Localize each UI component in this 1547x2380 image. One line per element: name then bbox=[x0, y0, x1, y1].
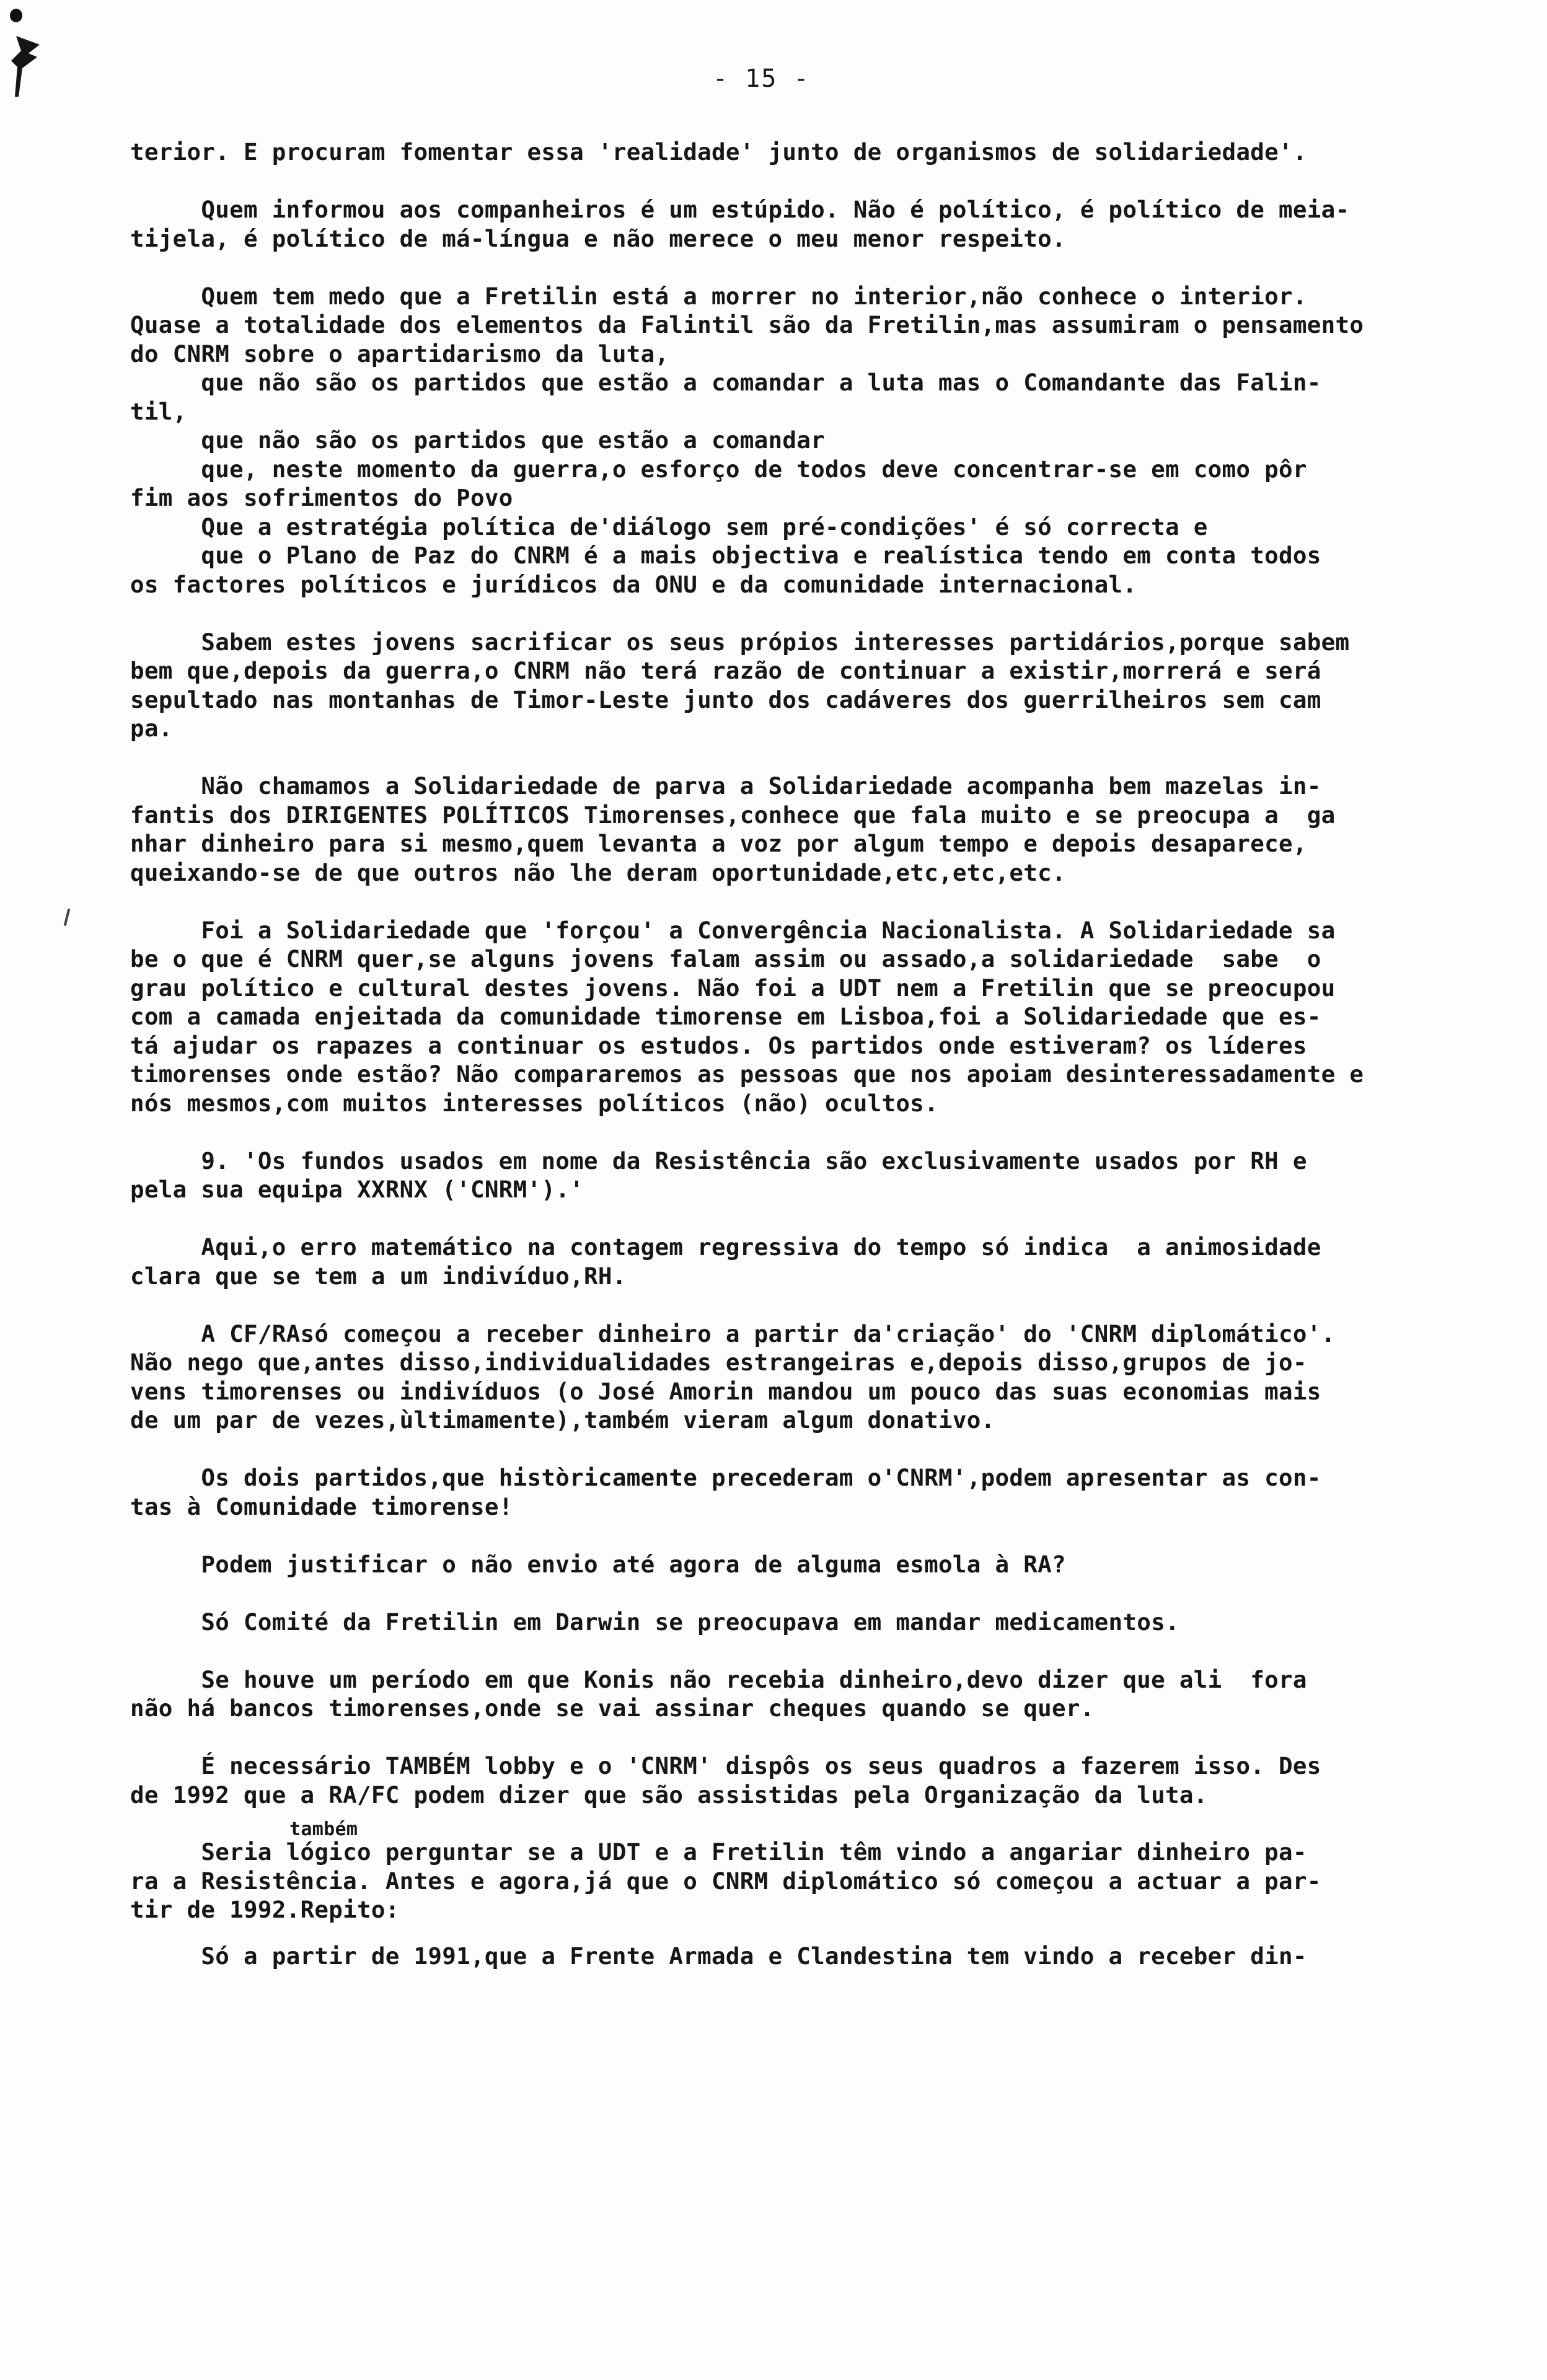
paragraph-gap bbox=[130, 1290, 1450, 1320]
text-line: que não são os partidos que estão a comandar bbox=[130, 426, 825, 454]
text-line: do CNRM sobre o apartidarismo da luta, bbox=[130, 340, 669, 368]
document-text bbox=[130, 138, 1450, 1970]
text-line: que o Plano de Paz do CNRM é a mais objectiva e realística tendo em conta todos bbox=[130, 542, 1321, 569]
paragraph bbox=[130, 195, 1450, 253]
text-line: A CF/RAsó começou a receber dinheiro a partir da'criação' do 'CNRM diplomático'. bbox=[130, 1320, 1336, 1347]
text-line: que, neste momento da guerra,o esforço de todos deve concentrar-se em como pôr bbox=[130, 455, 1307, 483]
text-line: com a camada enjeitada da comunidade timorense em Lisboa,foi a Solidariedade que es- bbox=[130, 1003, 1321, 1030]
text-line: de 1992 que a RA/FC podem dizer que são assistidas pela Organização da luta. bbox=[130, 1781, 1208, 1809]
paragraph-gap bbox=[130, 1636, 1450, 1665]
paragraph-gap bbox=[130, 1435, 1450, 1464]
text-line: sepultado nas montanhas de Timor-Leste junto dos cadáveres dos guerrilheiros sem cam bbox=[130, 685, 1321, 713]
paragraph-gap bbox=[130, 253, 1450, 282]
text-line: bem que,depois da guerra,o CNRM não terá razão de continuar a existir,morrerá e será bbox=[130, 657, 1321, 684]
paragraph-gap bbox=[130, 1204, 1450, 1233]
text-line: também bbox=[130, 1818, 358, 1840]
text-line: timorenses onde estão? Não compararemos as pessoas que nos apoiam desinteressadamente e bbox=[130, 1060, 1364, 1088]
text-line: Aqui,o erro matemático na contagem regressiva do tempo só indica a animosidade bbox=[130, 1233, 1321, 1261]
text-line: Que a estratégia política de'diálogo sem pré-condições' é só correcta e bbox=[130, 513, 1208, 540]
paragraph-gap bbox=[130, 599, 1450, 628]
paragraph bbox=[130, 138, 1450, 167]
text-line: Não nego que,antes disso,individualidades estrangeiras e,depois disso,grupos de jo- bbox=[130, 1349, 1307, 1376]
text-line: não há bancos timorenses,onde se vai assinar cheques quando se quer. bbox=[130, 1695, 1095, 1722]
paragraph-gap bbox=[130, 167, 1450, 196]
paragraph bbox=[130, 1818, 1450, 1924]
page-number: - 15 - bbox=[713, 64, 810, 93]
paragraph bbox=[130, 1463, 1450, 1521]
text-line: fim aos sofrimentos do Povo bbox=[130, 484, 513, 511]
text-line: til, bbox=[130, 397, 187, 425]
text-line: Não chamamos a Solidariedade de parva a Solidariedade acompanha bem mazelas in- bbox=[130, 772, 1321, 800]
paragraph bbox=[130, 1550, 1450, 1579]
text-line: clara que se tem a um indivíduo,RH. bbox=[130, 1262, 627, 1290]
paragraph bbox=[130, 772, 1450, 887]
text-line: Só Comité da Fretilin em Darwin se preocupava em mandar medicamentos. bbox=[130, 1608, 1179, 1636]
paragraph bbox=[130, 1147, 1450, 1204]
paragraph-gap bbox=[130, 743, 1450, 772]
text-line: Quase a totalidade dos elementos da Falintil são da Fretilin,mas assumiram o pensamento bbox=[130, 311, 1364, 338]
text-line: queixando-se de que outros não lhe deram oportunidade,etc,etc,etc. bbox=[130, 858, 1066, 886]
paragraph-gap bbox=[130, 1117, 1450, 1147]
text-line: 9. 'Os fundos usados em nome da Resistência são exclusivamente usados por RH e bbox=[130, 1147, 1307, 1175]
text-line: vens timorenses ou indivíduos (o José Amorin mandou um pouco das suas economias mais bbox=[130, 1377, 1321, 1405]
paragraph bbox=[130, 916, 1450, 1118]
text-line: grau político e cultural destes jovens. Não foi a UDT nem a Fretilin que se preocupou bbox=[130, 974, 1336, 1002]
margin-tick-mark bbox=[64, 909, 71, 926]
text-line: Sabem estes jovens sacrificar os seus própios interesses partidários,porque sabem bbox=[130, 628, 1350, 656]
text-line: terior. E procuram fomentar essa 'realidade' junto de organismos de solidariedade'. bbox=[130, 138, 1307, 165]
text-line: ra a Resistência. Antes e agora,já que o CNRM diplomático só começou a actuar a par- bbox=[130, 1867, 1321, 1895]
text-line: Podem justificar o não envio até agora de alguma esmola à RA? bbox=[130, 1550, 1066, 1578]
paragraph bbox=[130, 1942, 1450, 1971]
text-line: tá ajudar os rapazes a continuar os estudos. Os partidos onde estiveram? os líderes bbox=[130, 1031, 1307, 1059]
paragraph bbox=[130, 1608, 1450, 1637]
ink-dot-icon bbox=[10, 9, 22, 22]
text-line: be o que é CNRM quer,se alguns jovens falam assim ou assado,a solidariedade sabe o bbox=[130, 945, 1321, 972]
text-line: tir de 1992.Repito: bbox=[130, 1896, 400, 1923]
text-line: Foi a Solidariedade que 'forçou' a Convergência Nacionalista. A Solidariedade sa bbox=[130, 916, 1336, 944]
paragraph-gap bbox=[130, 1579, 1450, 1608]
text-line: Os dois partidos,que històricamente precederam o'CNRM',podem apresentar as con- bbox=[130, 1464, 1321, 1491]
flag-mark-icon bbox=[10, 32, 46, 100]
text-line: nhar dinheiro para si mesmo,quem levanta a voz por algum tempo e depois desaparece, bbox=[130, 830, 1307, 857]
text-line: fantis dos DIRIGENTES POLÍTICOS Timorenses,conhece que fala muito e se preocupa a ga bbox=[130, 801, 1336, 829]
paragraph-gap bbox=[130, 887, 1450, 916]
text-line: Só a partir de 1991,que a Frente Armada e Clandestina tem vindo a receber din- bbox=[130, 1942, 1307, 1970]
paragraph-gap bbox=[130, 1723, 1450, 1752]
text-line: Se houve um período em que Konis não recebia dinheiro,devo dizer que ali fora bbox=[130, 1665, 1307, 1693]
text-line: tijela, é político de má-língua e não merece o meu menor respeito. bbox=[130, 224, 1066, 252]
paragraph bbox=[130, 1320, 1450, 1435]
text-line: pela sua equipa XXRNX ('CNRM').' bbox=[130, 1176, 584, 1203]
text-line: de um par de vezes,ùltimamente),também vieram algum donativo. bbox=[130, 1406, 995, 1434]
paragraph bbox=[130, 1752, 1450, 1809]
paragraph bbox=[130, 628, 1450, 743]
paragraph bbox=[130, 1233, 1450, 1290]
text-line: tas à Comunidade timorense! bbox=[130, 1492, 513, 1520]
text-line: Quem tem medo que a Fretilin está a morrer no interior,não conhece o interior. bbox=[130, 282, 1307, 310]
text-line: os factores políticos e jurídicos da ONU e da comunidade internacional. bbox=[130, 570, 1137, 598]
text-line: nós mesmos,com muitos interesses políticos (não) ocultos. bbox=[130, 1089, 938, 1117]
text-line: Quem informou aos companheiros é um estúpido. Não é político, é político de meia- bbox=[130, 196, 1350, 223]
paragraph-gap bbox=[130, 1521, 1450, 1550]
text-line: pa. bbox=[130, 715, 173, 742]
paragraph bbox=[130, 1665, 1450, 1723]
paragraph-gap bbox=[130, 1924, 1450, 1942]
text-line: É necessário TAMBÉM lobby e o 'CNRM' dispôs os seus quadros a fazerem isso. Des bbox=[130, 1752, 1321, 1779]
text-line: Seria lógico perguntar se a UDT e a Fretilin têm vindo a angariar dinheiro pa- bbox=[130, 1838, 1307, 1866]
text-line: que não são os partidos que estão a comandar a luta mas o Comandante das Falin- bbox=[130, 369, 1321, 396]
paragraph bbox=[130, 282, 1450, 599]
